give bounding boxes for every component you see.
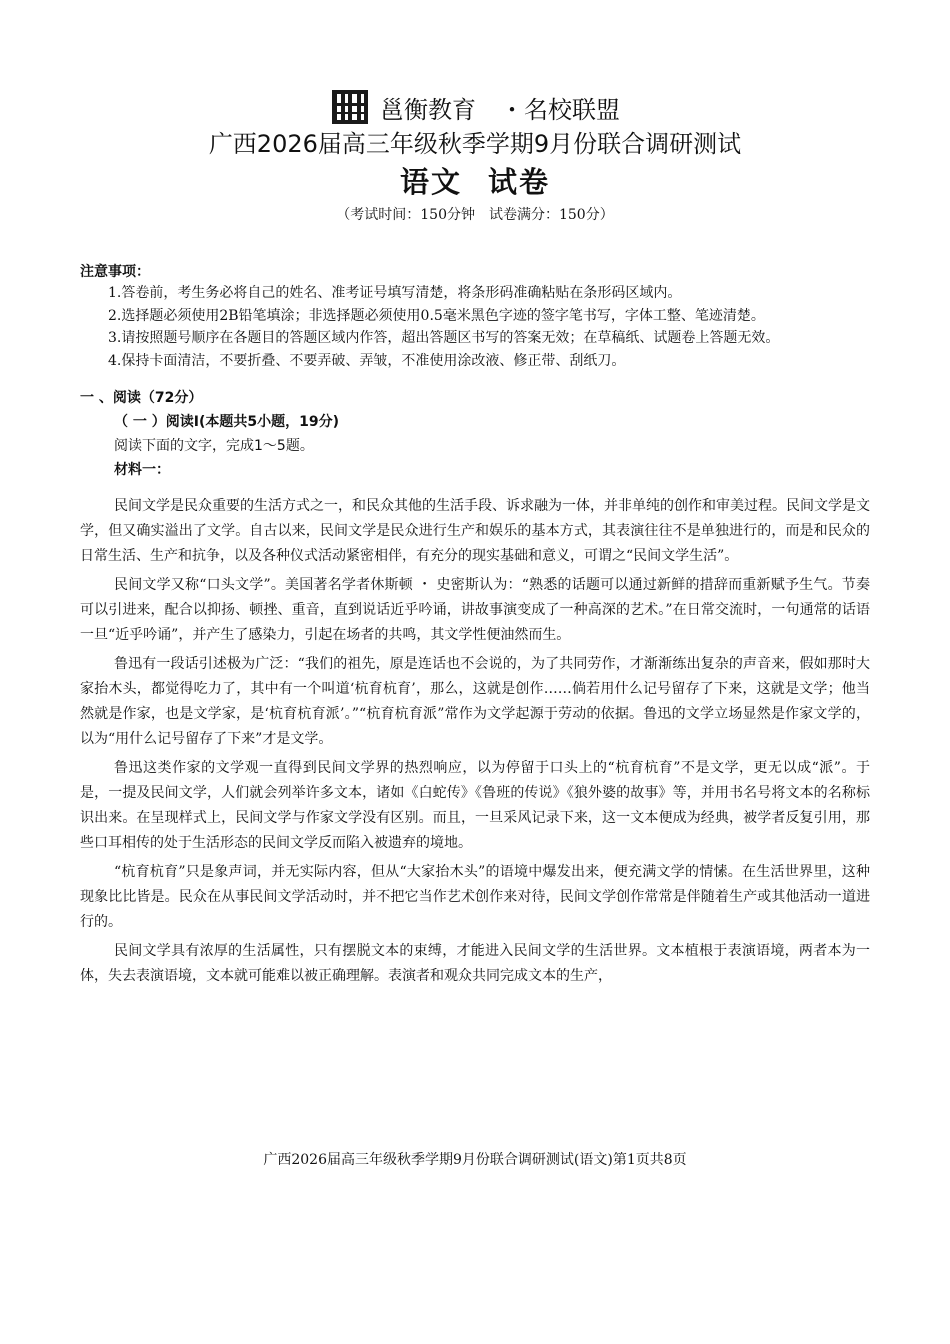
subject-title: [0, 162, 950, 202]
paper-label: 试卷: [488, 165, 551, 199]
page-footer: 广西2026届高三年级秋季学期9月份联合调研测试(语文)第1页共8页: [263, 1152, 687, 1168]
notice-item: 2.选择题必须使用2B铅笔填涂；非选择题必须使用0.5毫米黑色字迹的签字笔书写，字体工整、笔迹清楚。: [108, 307, 765, 324]
subsection-title: （ 一 ）阅读Ⅰ(本题共5小题，19分): [114, 414, 339, 430]
passage-paragraph: 鲁迅这类作家的文学观一直得到民间文学界的热烈响应，以为停留于口头上的“杭育杭育”不是文学，更无以成“派”。于是，一提及民间文学，人们就会列举许多文本，诸如《白蛇传》《鲁班的传说》《狼外婆的故事》等，并用书名号将文本的名称标识出来。在呈现样式上，民间文学与作家文学没有区别。而且，一旦采风记录下来，这一文本便成为经典，被学者反复引用，那些口耳相传的处于生活形态的民间文学反而陷入被遗弃的境地。: [80, 760, 870, 851]
brand-name: 邕衡教育 ・名校联盟: [380, 96, 620, 124]
passage-paragraph: 民间文学又称“口头文学”。美国著名学者休斯顿 ・ 史密斯认为：“熟悉的话题可以通过新鲜的措辞而重新赋予生气。节奏可以引进来，配合以抑扬、顿挫、重音，直到说话近乎吟诵，讲故事演变成了一种高深的艺术。”在日常交流时，一句通常的话语一旦“近乎吟诵”，并产生了感染力，引起在场者的共鸣，其文学性便油然而生。: [80, 577, 870, 643]
passage-paragraph: 民间文学是民众重要的生活方式之一，和民众其他的生活手段、诉求融为一体，并非单纯的创作和审美过程。民间文学是文学，但又确实溢出了文学。自古以来，民间文学是民众进行生产和娱乐的基本方式，其表演往往不是单独进行的，而是和民众的日常生活、生产和抗争，以及各种仪式活动紧密相伴，有充分的现实基础和意义，可谓之“民间文学生活”。: [80, 498, 870, 564]
brand-row: [0, 82, 950, 126]
notice-title: 注意事项：: [80, 264, 150, 280]
notice-item: 1.答卷前，考生务必将自己的姓名、准考证号填写清楚，将条形码准确粘贴在条形码区域内。: [108, 285, 682, 301]
passage-paragraph: 鲁迅有一段话引述极为广泛：“我们的祖先，原是连话也不会说的，为了共同劳作，才渐渐练出复杂的声音来，假如那时大家抬木头，都觉得吃力了，其中有一个叫道‘杭育杭育’，那么，这就是创作……倘若用什么记号留存了下来，这就是文学；他当然就是作家，也是文学家，是‘杭育杭育派’。”“杭育杭育派”常作为文学起源于劳动的依据。鲁迅的文学立场显然是作家文学的，以为“用什么记号留存了下来”才是文学。: [80, 656, 870, 747]
notice-item: 4.保持卡面清洁，不要折叠、不要弄破、弄皱，不准使用涂改液、修正带、刮纸刀。: [108, 352, 626, 369]
exam-info: （考试时间：150分钟 试卷满分：150分）: [336, 207, 614, 223]
notice-list: [80, 282, 870, 372]
passage-paragraph: 民间文学具有浓厚的生活属性，只有摆脱文本的束缚，才能进入民间文学的生活世界。文本植根于表演语境，两者本为一体，失去表演语境，文本就可能难以被正确理解。表演者和观众共同完成文本的生产，: [80, 943, 870, 984]
exam-header: [0, 82, 950, 226]
passage-paragraph: “杭育杭育”只是象声词，并无实际内容，但从“大家抬木头”的语境中爆发出来，便充满文学的情愫。在生活世界里，这种现象比比皆是。民众在从事民间文学活动时，并不把它当作艺术创作来对待，民间文学创作常常是伴随着生产或其他活动一道进行的。: [80, 864, 870, 930]
question-instruction: 阅读下面的文字，完成1～5题。: [114, 438, 314, 454]
material-label: 材料一：: [114, 462, 170, 478]
exam-content: [80, 262, 870, 993]
section-title: 一 、阅读（72分）: [80, 390, 203, 406]
notice-item: 3.请按照题号顺序在各题目的答题区域内作答，超出答题区书写的答案无效；在草稿纸、试题卷上答题无效。: [108, 330, 780, 346]
book-stack-icon: [330, 86, 370, 126]
exam-title: 广西2026届高三年级秋季学期9月份联合调研测试: [208, 130, 742, 158]
subject-name: 语文: [399, 165, 462, 199]
